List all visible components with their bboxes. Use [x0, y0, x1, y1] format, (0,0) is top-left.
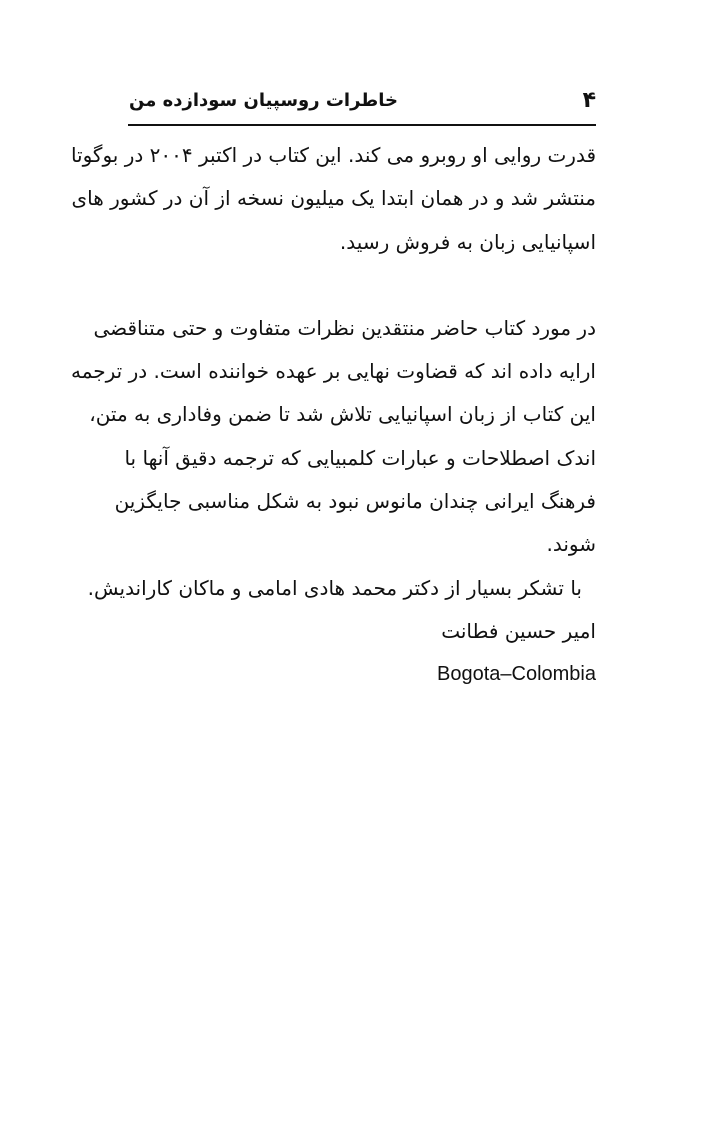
- text-line: ارایه داده اند که قضاوت نهایی بر عهده خواننده است. در ترجمه: [71, 359, 596, 384]
- text-line: اسپانیایی زبان به فروش رسید.: [339, 229, 596, 254]
- text-line: این کتاب از زبان اسپانیایی تلاش شد تا ضمن وفاداری به متن،: [89, 402, 596, 427]
- text-line: شوند.: [546, 532, 596, 557]
- translator-location: Bogota–Colombia: [437, 663, 596, 686]
- text-line: در مورد کتاب حاضر منتقدین نظرات متفاوت و حتی متناقضی: [93, 315, 596, 340]
- paragraph-1: [70, 134, 596, 264]
- text-line: قدرت روایی او روبرو می کند. این کتاب در اکتبر ۲۰۰۴ در بوگوتا: [70, 143, 596, 167]
- paragraph-spacer: [128, 264, 596, 307]
- text-line: فرهنگ ایرانی چندان مانوس نبود به شکل مناسبی جایگزین: [114, 489, 596, 514]
- page-header: [129, 86, 596, 126]
- running-title: خاطرات روسپیان سودازده من: [129, 90, 398, 111]
- text-line: منتشر شد و در همان ابتدا یک میلیون نسخه از آن در کشور های: [71, 186, 596, 211]
- header-rule: [128, 124, 596, 126]
- translator-name: امیر حسین فطانت: [441, 618, 596, 643]
- body-text: [70, 134, 596, 697]
- paragraph-2: [71, 307, 596, 567]
- page-number: ۴: [582, 88, 596, 113]
- acknowledgement-line: با تشکر بسیار از دکتر محمد هادی امامی و ماکان کاراندیش.: [87, 575, 582, 600]
- text-line: اندک اصطلاحات و عبارات کلمبیایی که ترجمه دقیق آنها با: [124, 445, 596, 470]
